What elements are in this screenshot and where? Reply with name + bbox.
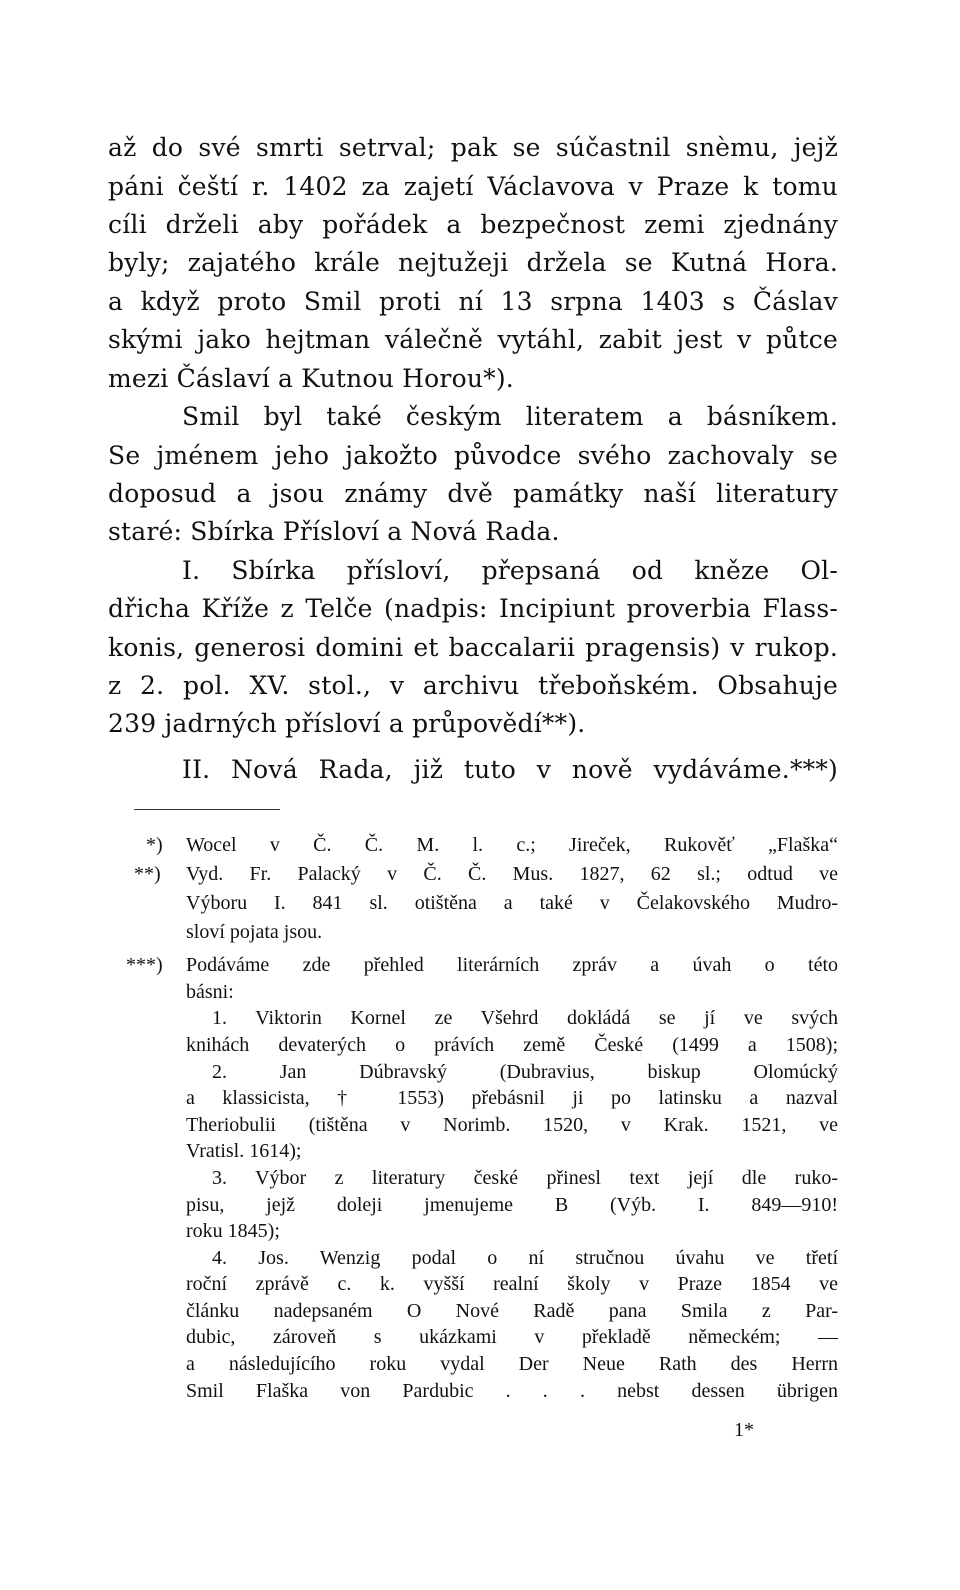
- footnote-line: Theriobulii (tištěna v Norimb. 1520, v Krak. 1521, ve: [186, 1114, 838, 1136]
- text-line: 239 jadrných přísloví a průpovědí**).: [108, 709, 586, 738]
- footnote-line: Vyd. Fr. Palacký v Č. Č. Mus. 1827, 62 sl.; odtud ve: [186, 863, 838, 885]
- footnote-line: a následujícího roku vydal Der Neue Rath des Herrn: [186, 1353, 838, 1375]
- text-line: staré: Sbírka Přísloví a Nová Rada.: [108, 517, 560, 546]
- text-line: dřicha Kříže z Telče (nadpis: Incipiunt proverbia Flass-: [108, 594, 838, 623]
- text-line: konis, generosi domini et baccalarii pragensis) v rukop.: [108, 633, 838, 662]
- text-line: a když proto Smil proti ní 13 srpna 1403 s Čáslav: [108, 287, 838, 316]
- footnote-line: a klassicista, † 1553) přebásnil ji po latinsku a nazval: [186, 1087, 838, 1109]
- footnote-line: Vratisl. 1614);: [186, 1140, 302, 1162]
- footnote-line: Výboru I. 841 sl. otištěna a také v Čelakovského Mudro-: [186, 892, 838, 914]
- footnote-line: básni:: [186, 981, 234, 1003]
- footnote-line: roku 1845);: [186, 1220, 280, 1242]
- text-line: až do své smrti setrval; pak se súčastnil snèmu, jejž: [108, 133, 838, 162]
- footnote-line: 1. Viktorin Kornel ze Všehrd dokládá se jí ve svých: [212, 1007, 838, 1029]
- text-line: z 2. pol. XV. stol., v archivu třeboňském. Obsahuje: [108, 671, 838, 700]
- text-line: II. Nová Rada, již tuto v nově vydáváme.***): [182, 755, 838, 784]
- footnote-line: pisu, jejž doleji jmenujeme B (Výb. I. 849—910!: [186, 1194, 838, 1216]
- text-line: páni čeští r. 1402 za zajetí Václavova v Praze k tomu: [108, 172, 838, 201]
- footnote-line: roční zprávě c. k. vyšší realní školy v Praze 1854 ve: [186, 1273, 838, 1295]
- footnote-line: sloví pojata jsou.: [186, 921, 323, 943]
- text-line: doposud a jsou známy dvě památky naší literatury: [108, 479, 838, 508]
- text-line: skými jako hejtman válečně vytáhl, zabit jest v půtce: [108, 325, 838, 354]
- footnote-mark: ***): [126, 954, 163, 976]
- footnote-line: dubic, zároveň s ukázkami v překladě německém; —: [186, 1326, 838, 1348]
- footnote-line: článku nadepsaném O Nové Radě pana Smila z Par-: [186, 1300, 838, 1322]
- footnote-line: 3. Výbor z literatury české přinesl text její dle ruko-: [212, 1167, 838, 1189]
- text-line: Se jménem jeho jakožto původce svého zachovaly se: [108, 441, 838, 470]
- footnote-line: Smil Flaška von Pardubic . . . nebst dessen übrigen: [186, 1380, 838, 1402]
- footnote-line: knihách devaterých o právích země České (1499 a 1508);: [186, 1034, 838, 1056]
- footnote-mark: **): [134, 863, 161, 885]
- text-line: mezi Čáslaví a Kutnou Horou*).: [108, 364, 514, 393]
- footnote-divider: [134, 809, 280, 810]
- signature-mark: 1*: [734, 1419, 754, 1441]
- footnote-line: 2. Jan Dúbravský (Dubravius, biskup Olomúcký: [212, 1061, 838, 1083]
- text-line: I. Sbírka přísloví, přepsaná od kněze Ol-: [182, 556, 838, 585]
- text-line: Smil byl také českým literatem a básníkem.: [182, 402, 838, 431]
- footnote-line: Podáváme zde přehled literárních zpráv a úvah o této: [186, 954, 838, 976]
- footnote-line: Wocel v Č. Č. M. l. c.; Jireček, Rukověť „Flaška“: [186, 834, 838, 856]
- footnote-mark: *): [146, 834, 163, 856]
- text-line: byly; zajatého krále nejtužeji držela se Kutná Hora.: [108, 248, 838, 277]
- text-line: cíli drželi aby pořádek a bezpečnost zemi zjednány: [108, 210, 838, 239]
- footnote-line: 4. Jos. Wenzig podal o ní stručnou úvahu ve třetí: [212, 1247, 838, 1269]
